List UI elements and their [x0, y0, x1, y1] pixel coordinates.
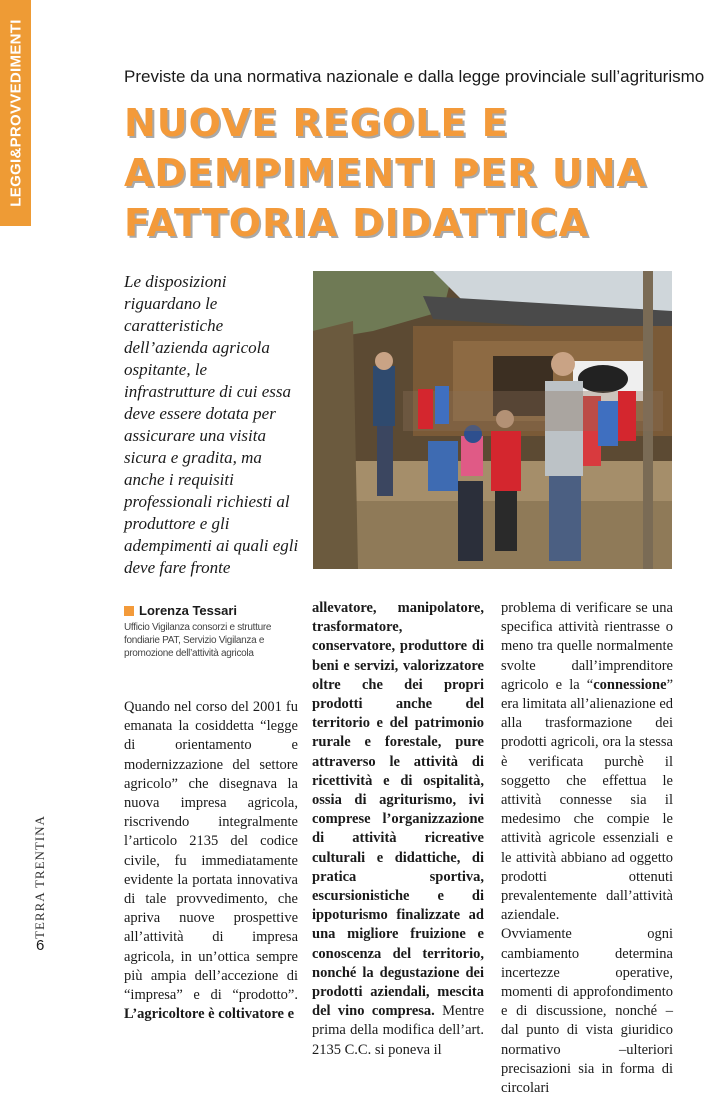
article-column-3	[501, 599, 673, 1098]
author-block	[124, 603, 299, 660]
column-1-body: Quando nel corso del 2001 fu emanata la cosiddetta “legge di orientamento e modernizzazione del settore agricolo” che disegnava la nuova impresa agricola, riscrivendo integralmente l’articolo 2135 del codice civile, fu immediatamente evidente la portata innovativa di tale provvedimento, che apriva nuove prospettive all’attività di impresa agricola, in un’ottica sempre più ampia dell’accezione di “impresa” e di “prodotto”.	[124, 699, 298, 1004]
page-number: 6	[36, 937, 45, 954]
column-2-bold: allevatore, manipolatore, trasformatore, conservatore, produttore di beni e servizi, valorizzatore oltre che dei propri prodotti anche del territorio e del patrimonio rurale e forestale, pure attraverso le attività di ricettività e di ospitalità, ossia di agriturismo, ivi comprese l’organizzazione di attività ricreative culturali e didattiche, di pratica sportiva, escursionistiche e di ippoturismo finalizzate ad una migliore fruizione e conoscenza del territorio, nonché la degustazione dei prodotti aziendali, mescita del vino compresa.	[312, 600, 484, 1020]
column-3-paragraph-2: Ovviamente ogni cambiamento determina incertezze operative, momenti di approfondimento e di discussione, nonché – dal punto di vista giuridico normativo –ulteriori precisazioni sia in forma di circolari	[501, 926, 673, 1097]
author-affiliation: Ufficio Vigilanza consorzi e strutture fondiarie PAT, Servizio Vigilanza e promozione dell’attività agricola	[124, 622, 272, 659]
column-1-text	[124, 698, 298, 1024]
author-name-line	[124, 603, 299, 618]
column-2-body: Mentre prima della modifica dell’art. 2135 C.C. si poneva il	[312, 1003, 485, 1058]
article-column-1	[124, 698, 298, 1024]
article-column-2	[312, 599, 484, 1060]
magazine-name-label: TERRA TRENTINA	[32, 815, 47, 939]
author-name: Lorenza Tessari	[139, 603, 238, 618]
column-3-text-b: ” era limitata all’alienazione ed alla trasformazione dei prodotti agricoli, ora la stessa è verificata purchè il soggetto che effettua le attività connesse sia il medesimo che compie le attività agricole essenziali e le attività abbiano ad oggetto prodotti ottenuti prevalentemente dall’attività aziendale.	[501, 676, 673, 924]
headline: NUOVE REGOLE E ADEMPIMENTI PER UNA FATTORIA DIDATTICA	[124, 101, 647, 245]
column-3-paragraph-1	[501, 599, 673, 925]
section-tab	[0, 0, 31, 226]
kicker: Previste da una normativa nazionale e dalla legge provinciale sull’agriturismo	[124, 67, 705, 86]
intro-text: Le disposizioni riguardano le caratteristiche dell’azienda agricola ospitante, le infrastrutture di cui essa deve essere dotata per assicurare una visita sicura e gradita, ma anche i requisiti professionali richiesti al produttore e gli adempimenti ai quali egli deve fare fronte	[124, 272, 299, 577]
farm-visit-photo	[313, 271, 672, 569]
column-2-text	[312, 599, 484, 1060]
column-3-bold: connessione	[593, 676, 667, 693]
column-1-bold: L’agricoltore è coltivatore e	[124, 1006, 295, 1023]
column-3-text-a: problema di verificare se una specifica attività rientrasse o meno tra quelle normalmente svolte dall’imprenditore agricolo e la “	[501, 600, 673, 693]
author-bullet-icon	[124, 606, 134, 616]
section-tab-label: LEGGI&PROVVEDIMENTI	[7, 19, 24, 207]
magazine-name	[30, 815, 50, 939]
